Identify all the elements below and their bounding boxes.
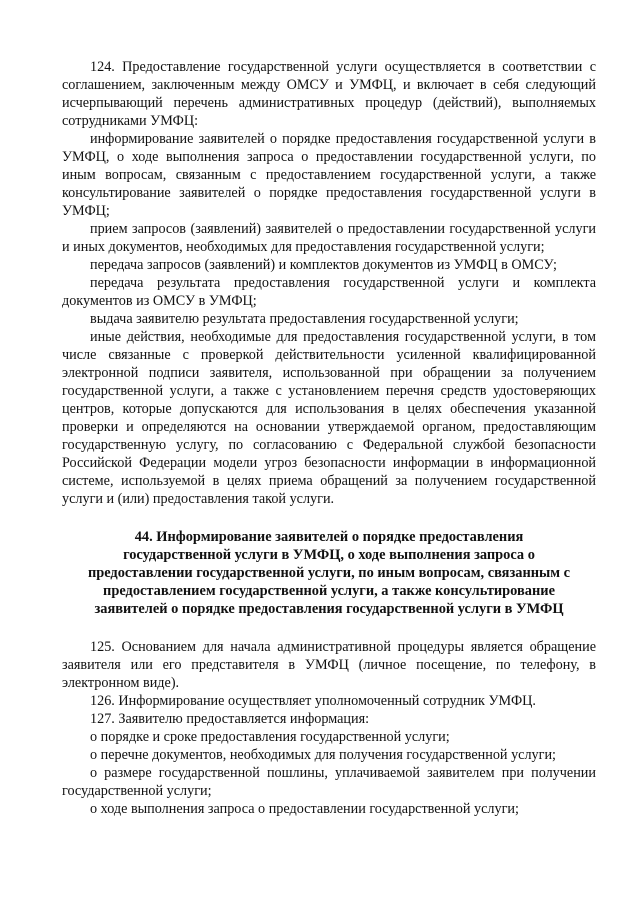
paragraph-125: 125. Основанием для начала административной процедуры является обращение заявителя или его представителя в УМФЦ (личное посещение, по телефону, в электронном виде). bbox=[62, 639, 596, 691]
paragraph-127-item: о размере государственной пошлины, уплачиваемой заявителем при получении государственной услуги; bbox=[62, 765, 596, 799]
paragraph-127-item: о ходе выполнения запроса о предоставлении государственной услуги; bbox=[90, 801, 519, 817]
paragraph-124-item: иные действия, необходимые для предоставления государственной услуги, в том числе связанные с проверкой действительности усиленной квалифицированной электронной подписи заявителя, использованной при обращении за получением государственной услуги, а также с установлением перечня средств удостоверяющих центров, которые допускаются для использования в целях обеспечения указанной проверки и определяются на основании утверждаемой органом, предоставляющим государственную услугу, по согласованию с Федеральной службой безопасности Российской Федерации модели угроз безопасности информации в информационной системе, используемой в целях приема обращений за получением государственной услуги и (или) предоставления такой услуги. bbox=[62, 329, 596, 507]
paragraph-124-item: выдача заявителю результата предоставления государственной услуги; bbox=[90, 311, 519, 327]
paragraph-124-item: прием запросов (заявлений) заявителей о предоставлении государственной услуги и иных документов, необходимых для предоставления государственной услуги; bbox=[62, 221, 596, 255]
section-heading-line: заявителей о порядке предоставления государственной услуги в УМФЦ bbox=[94, 601, 564, 617]
paragraph-124-item: информирование заявителей о порядке предоставления государственной услуги в УМФЦ, о ходе выполнения запроса о предоставлении государственной услуги, по иным вопросам, связанным с предоставлением государственной услуги, а также консультирование заявителей о порядке предоставления государственной услуги в УМФЦ; bbox=[62, 131, 596, 219]
section-heading-44 bbox=[62, 528, 596, 618]
section-heading-line: предоставлением государственной услуги, а также консультирование bbox=[103, 583, 555, 599]
paragraph-124-item: передача результата предоставления государственной услуги и комплекта документов из ОМСУ в УМФЦ; bbox=[62, 275, 596, 309]
paragraph-124-intro: 124. Предоставление государственной услуги осуществляется в соответствии с соглашением, заключенным между ОМСУ и УМФЦ, и включает в себя следующий исчерпывающий перечень административных процедур (действий), выполняемых сотрудниками УМФЦ: bbox=[62, 59, 596, 129]
section-heading-line: 44. Информирование заявителей о порядке предоставления bbox=[134, 529, 524, 545]
paragraph-127-item: о перечне документов, необходимых для получения государственной услуги; bbox=[90, 747, 556, 763]
section-heading-line: государственной услуги в УМФЦ, о ходе выполнения запроса о bbox=[123, 547, 535, 563]
paragraph-127-item: о порядке и сроке предоставления государственной услуги; bbox=[90, 729, 450, 745]
document-page bbox=[62, 58, 596, 818]
paragraph-124-item: передача запросов (заявлений) и комплектов документов из УМФЦ в ОМСУ; bbox=[90, 257, 557, 273]
paragraph-126: 126. Информирование осуществляет уполномоченный сотрудник УМФЦ. bbox=[90, 693, 536, 709]
paragraph-127-intro: 127. Заявителю предоставляется информация: bbox=[90, 711, 370, 727]
section-heading-line: предоставлении государственной услуги, по иным вопросам, связанным с bbox=[87, 565, 571, 581]
